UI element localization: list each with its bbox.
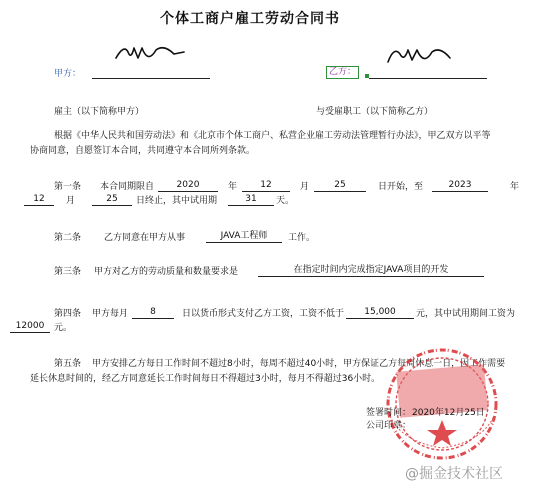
intro-line-1: 根据《中华人民共和国劳动法》和《北京市个体工商户、私营企业雇工劳动法管理暂行办法》，甲乙双方以平等 [54,131,491,141]
article-1-end-month-unit: 月 [66,196,76,206]
article-2-text-a: 乙方同意在甲方从事 [104,233,186,243]
article-4-text-b: 日以货币形式支付乙方工资，工资不低于 [182,309,345,319]
party-a-label: 甲方： [54,69,82,79]
party-b-label[interactable]: 乙方： [326,66,359,79]
end-year-field[interactable]: 2023 [432,180,488,192]
article-4-text-c: 元，其中试用期间工资为 [416,309,516,319]
article-1-month: 月 [300,182,310,192]
article-3-text-a: 甲方对乙方的劳动质量和数量要求是 [94,267,239,277]
start-year-field[interactable]: 2020 [158,180,218,192]
party-a-signature-icon [112,40,192,70]
intro-line-2: 协商同意，自愿签订本合同，共同遵守本合同所列条款。 [30,146,256,156]
party-a-line[interactable] [92,78,210,79]
article-1-text-b: 日开始，至 [378,182,424,192]
article-3-label: 第三条 [54,267,82,277]
end-day-field[interactable]: 25 [92,194,132,206]
employee-line: 与受雇职工（以下简称乙方） [316,107,434,117]
start-day-field[interactable]: 25 [314,180,366,192]
article-1-text-d: 天。 [276,196,295,206]
watermark: @掘金技术社区 [405,466,503,482]
article-4-label: 第四条 [54,309,82,319]
article-1-label: 第一条 [54,182,82,192]
red-seal-stamp-icon [362,346,522,462]
sign-time-value: 2020年12月25日 [412,408,485,418]
sign-time-label: 签署时间： [366,408,412,418]
salary-field[interactable]: 15,000 [346,307,414,319]
seal-label: 公司印章： [366,421,412,431]
article-2-text-b: 工作。 [288,233,316,243]
article-4-text-d: 元。 [54,323,73,333]
job-title-field[interactable]: JAVA工程师 [206,231,282,243]
article-5-line-1: 甲方安排乙方每日工作时间不超过8小时，每周不超过40小时，甲方保证乙方每周休息一日，因工作需要 [92,359,506,369]
work-requirement-field[interactable]: 在指定时间内完成指定JAVA项目的开发 [258,265,484,277]
article-5-line-2: 延长休息时间的，经乙方同意延长工作时间每日不得超过3小时，每月不得超过36小时。 [30,374,381,384]
article-1-end-year-unit: 年 [510,182,520,192]
trial-days-field[interactable]: 31 [228,194,274,206]
article-1-year: 年 [228,182,238,192]
start-month-field[interactable]: 12 [242,180,290,192]
employer-line: 雇主（以下简称甲方） [54,107,145,117]
article-5-label: 第五条 [54,359,82,369]
article-4-text-a: 甲方每月 [92,309,129,319]
document-title: 个体工商户雇工劳动合同书 [160,11,340,27]
end-month-field[interactable]: 12 [24,194,54,206]
article-1-text-a: 本合同期限自 [100,182,155,192]
pay-day-field[interactable]: 8 [132,307,174,319]
trial-salary-field[interactable]: 12000 [10,321,50,333]
article-2-label: 第二条 [54,233,82,243]
party-b-signature-icon [384,40,464,70]
party-b-line[interactable] [369,78,487,79]
article-1-text-c: 日终止，其中试用期 [136,196,218,206]
